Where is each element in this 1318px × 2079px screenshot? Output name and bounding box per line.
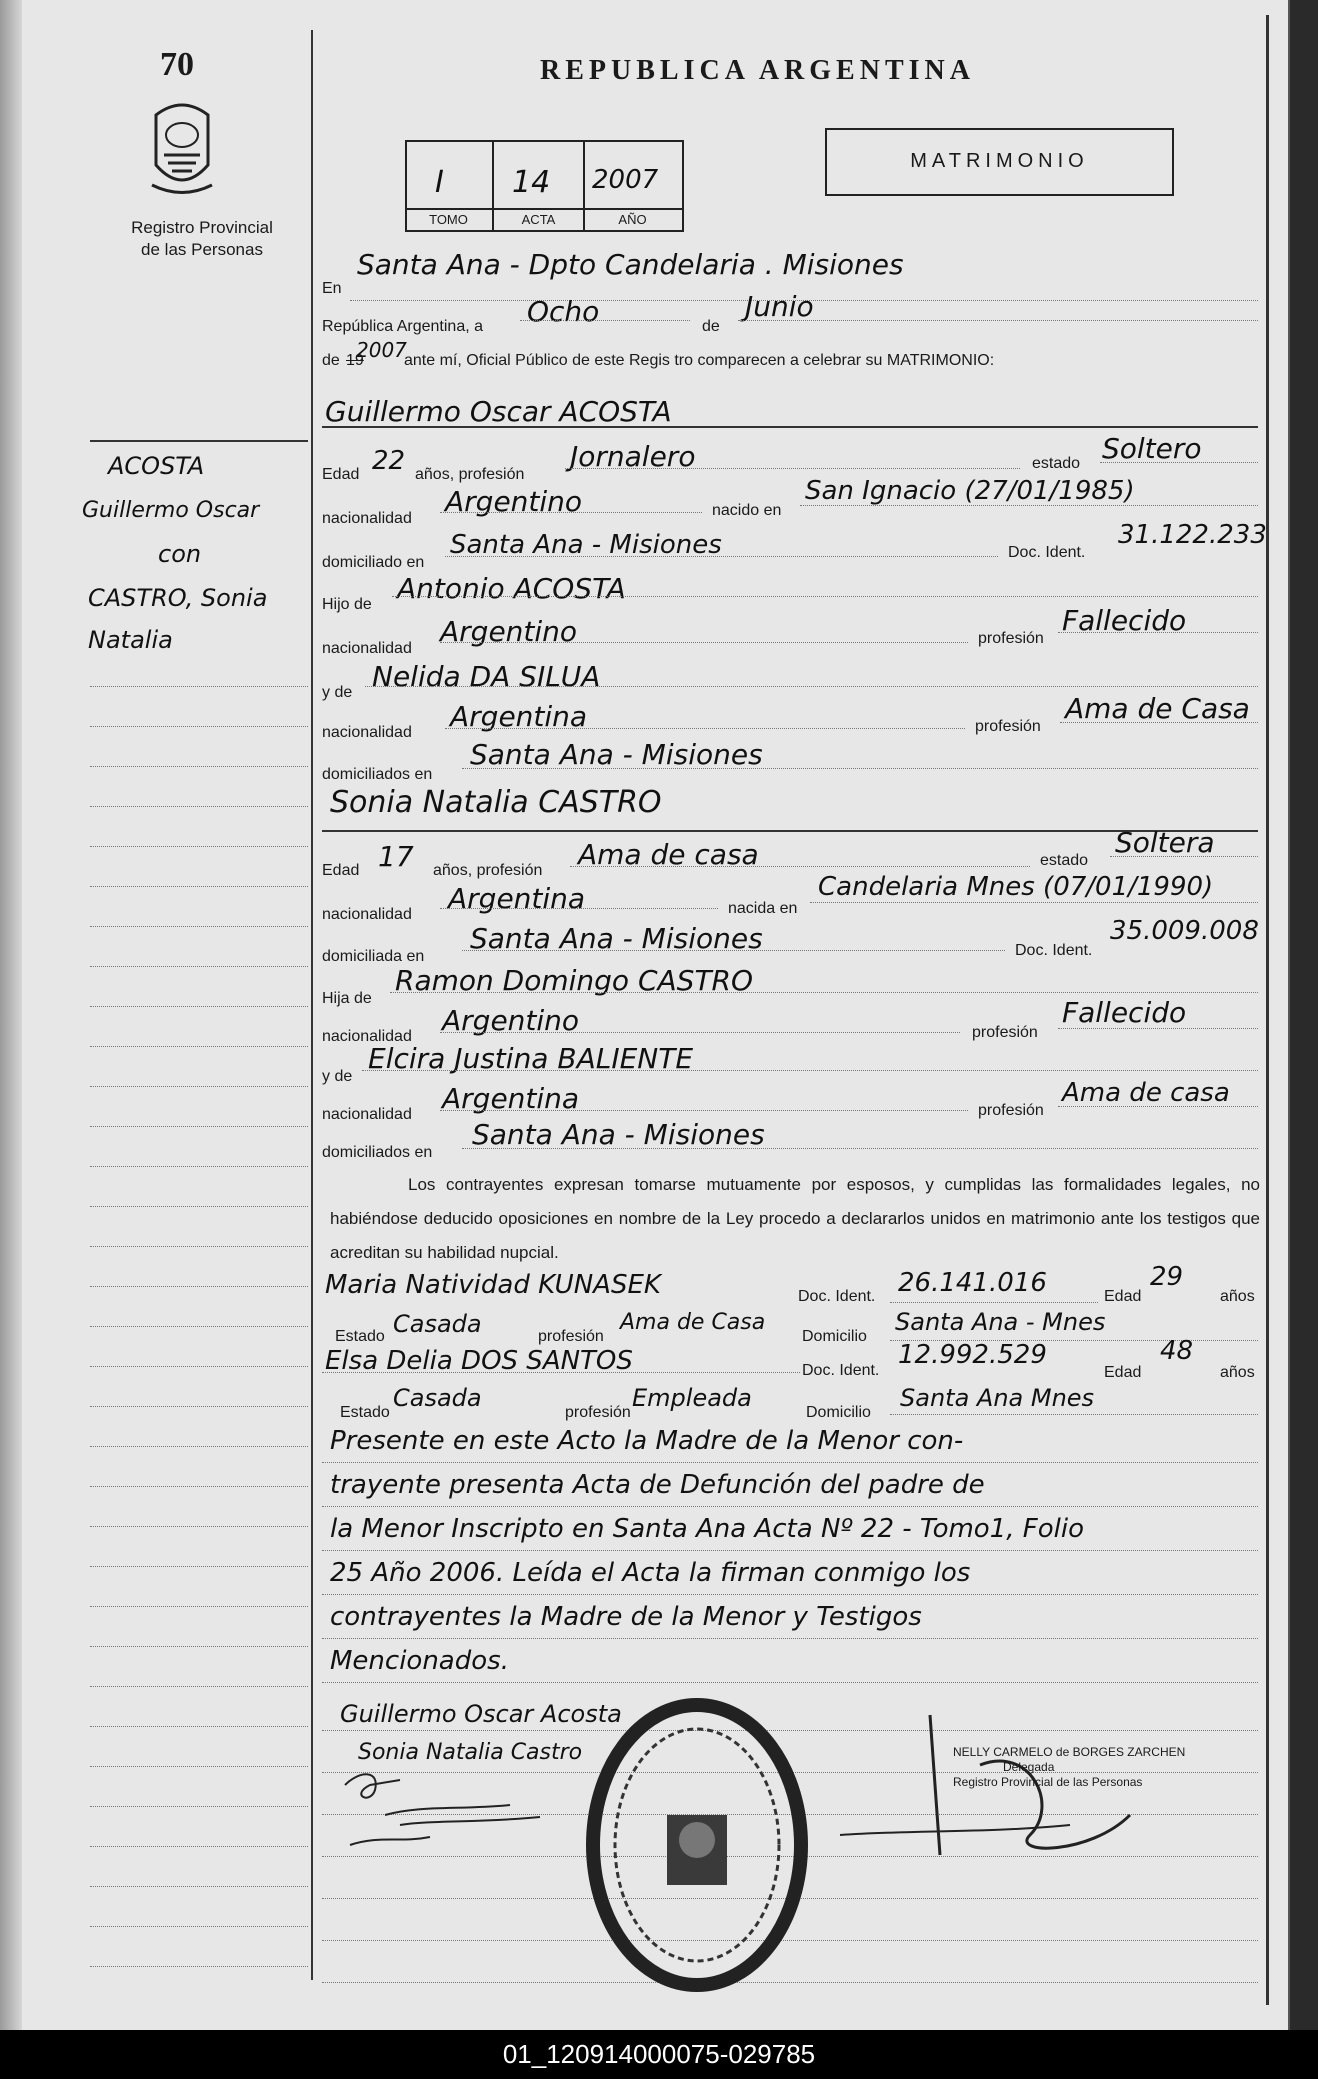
officer-stamp-line-1: NELLY CARMELO de BORGES ZARCHEN: [953, 1745, 1186, 1759]
label-doc-ident: Doc. Ident.: [802, 1362, 880, 1379]
officer-signature-icon: [830, 1705, 1170, 1875]
bride-mother-profession: Ama de casa: [1062, 1078, 1230, 1108]
witness2-doc: 12.992.529: [898, 1340, 1047, 1370]
fill-line: [322, 1506, 1258, 1507]
groom-mother-profession: Ama de Casa: [1065, 692, 1250, 725]
label-profesion: profesión: [978, 1102, 1044, 1119]
anio-value: 2007: [592, 165, 659, 195]
fill-line: [1100, 462, 1258, 463]
label-doc-ident: Doc. Ident.: [798, 1288, 876, 1305]
label-profesion: profesión: [978, 630, 1044, 647]
margin-line: [90, 1446, 308, 1447]
groom-parents-domicile: Santa Ana - Misiones: [470, 738, 763, 771]
note-line: Mencionados.: [330, 1646, 509, 1676]
margin-line: [90, 1686, 308, 1687]
margin-line: [90, 1486, 308, 1487]
witness1-age: 29: [1150, 1262, 1184, 1292]
margin-note-line-2: Guillermo Oscar: [82, 498, 260, 523]
year-value: 2007: [356, 338, 407, 362]
margin-line: [90, 1046, 308, 1047]
fill-line: [322, 426, 1258, 428]
label-anos-profesion: años, profesión: [415, 466, 525, 483]
margin-line: [90, 766, 308, 767]
witness2-name: Elsa Delia DOS SANTOS: [325, 1346, 633, 1376]
bride-birth: Candelaria Mnes (07/01/1990): [818, 872, 1214, 902]
label-edad: Edad: [1104, 1364, 1142, 1381]
groom-father-nationality: Argentino: [440, 615, 578, 648]
label-nacida-en: nacida en: [728, 900, 798, 917]
label-nacionalidad: nacionalidad: [322, 640, 412, 657]
label-edad: Edad: [322, 862, 360, 879]
page-edge: [1288, 0, 1290, 2030]
label-de: de: [702, 318, 720, 335]
witness2-status: Casada: [393, 1384, 482, 1412]
fill-line: [440, 1110, 968, 1111]
note-line: contrayentes la Madre de la Menor y Testigos: [330, 1602, 922, 1632]
margin-line: [90, 1006, 308, 1007]
label-year-printed: 19: [346, 352, 364, 369]
margin-line: [90, 1246, 308, 1247]
margin-line: [90, 1206, 308, 1207]
fill-line: [1058, 632, 1258, 633]
bride-name: Sonia Natalia CASTRO: [330, 785, 662, 820]
label-hijo-de: Hijo de: [322, 596, 372, 613]
witness1-name: Maria Natividad KUNASEK: [325, 1270, 661, 1300]
officer-stamp-line-2: Delegada: [1003, 1760, 1055, 1774]
groom-profession: Jornalero: [570, 440, 696, 473]
margin-line: [90, 1886, 308, 1887]
binding-spine: [0, 0, 22, 2030]
margin-line: [90, 1406, 308, 1407]
label-estado: estado: [1040, 852, 1089, 869]
label-profesion: profesión: [972, 1024, 1038, 1041]
witness1-status: Casada: [393, 1310, 482, 1338]
bride-doc: 35.009.008: [1110, 916, 1259, 946]
witness2-age: 48: [1160, 1336, 1194, 1366]
groom-father: Antonio ACOSTA: [397, 572, 626, 605]
signature-bride: Sonia Natalia Castro: [358, 1740, 583, 1765]
witness2-profession: Empleada: [632, 1384, 752, 1412]
country-heading: REPUBLICA ARGENTINA: [540, 55, 975, 86]
witness1-profession: Ama de Casa: [620, 1310, 766, 1335]
label-domiciliados-en: domiciliados en: [322, 766, 433, 783]
anio-label: AÑO: [618, 212, 647, 227]
label-domiciliados-en: domiciliados en: [322, 1144, 433, 1161]
acta-label: ACTA: [521, 212, 556, 227]
label-nacido-en: nacido en: [712, 502, 782, 519]
margin-line: [90, 1926, 308, 1927]
label-hija-de: Hija de: [322, 990, 372, 1007]
fill-line: [322, 1462, 1258, 1463]
groom-doc: 31.122.233: [1118, 520, 1267, 550]
witness2-domicile: Santa Ana Mnes: [900, 1384, 1095, 1412]
bride-mother: Elcira Justina BALIENTE: [368, 1042, 694, 1075]
fill-line: [440, 1032, 960, 1033]
fill-line: [322, 1550, 1258, 1551]
groom-father-profession: Fallecido: [1062, 604, 1187, 637]
bride-nationality: Argentina: [448, 882, 586, 915]
groom-nationality: Argentino: [445, 485, 583, 518]
label-republica: República Argentina, a: [322, 318, 483, 335]
witness-signatures-icon: [340, 1765, 570, 1855]
margin-line: [90, 686, 308, 687]
fill-line: [362, 1070, 1258, 1071]
fill-line: [1058, 1106, 1258, 1107]
place-value: Santa Ana - Dpto Candelaria . Misiones: [357, 248, 904, 281]
witness1-doc: 26.141.016: [898, 1268, 1047, 1298]
declaration-text: Los contrayentes expresan tomarse mutuamente por esposos, y cumplidas las formalidades legales, no habiéndose deducido oposiciones en nombre de la Ley procedo a declararlos unidos en matrimonio ante los testigos que acreditan su habilidad nupcial.: [330, 1175, 1260, 1262]
fill-line: [1058, 1028, 1258, 1029]
label-y-de: y de: [322, 684, 353, 701]
groom-name: Guillermo Oscar ACOSTA: [325, 395, 672, 428]
registry-name-1: Registro Provincial: [131, 218, 273, 237]
fill-line: [520, 320, 690, 321]
fill-line: [738, 320, 1258, 321]
fill-line: [890, 1302, 1098, 1303]
groom-domicile: Santa Ana - Misiones: [450, 530, 722, 560]
bride-parents-domicile: Santa Ana - Misiones: [472, 1118, 765, 1151]
margin-line: [90, 886, 308, 887]
fill-line: [440, 642, 968, 643]
fill-line: [800, 505, 1258, 506]
bride-father-nationality: Argentino: [442, 1004, 580, 1037]
fill-line: [445, 728, 965, 729]
margin-line: [90, 1166, 308, 1167]
fill-line: [390, 992, 1258, 993]
label-domicilio: Domicilio: [806, 1404, 871, 1421]
groom-mother: Nelida DA SILUA: [372, 660, 601, 693]
fill-line: [440, 512, 702, 513]
margin-line: [90, 1286, 308, 1287]
registry-name-2: de las Personas: [141, 240, 263, 259]
label-en: En: [322, 280, 342, 297]
margin-line: [90, 1846, 308, 1847]
fill-line: [440, 908, 718, 909]
margin-line: [90, 726, 308, 727]
label-doc-ident: Doc. Ident.: [1008, 544, 1086, 561]
right-border: [1266, 15, 1269, 2005]
label-profesion: profesión: [538, 1328, 604, 1345]
margin-divider: [311, 30, 313, 1980]
margin-line: [90, 926, 308, 927]
month-value: Junio: [745, 290, 814, 323]
margin-line: [90, 1086, 308, 1087]
groom-age: 22: [372, 446, 406, 476]
margin-line: [90, 1566, 308, 1567]
label-y-de: y de: [322, 1068, 353, 1085]
margin-line: [90, 846, 308, 847]
margin-line: [90, 966, 308, 967]
fill-line: [810, 902, 1258, 903]
fill-line: [445, 556, 998, 557]
note-line: trayente presenta Acta de Defunción del padre de: [330, 1470, 985, 1500]
margin-rule: [90, 440, 308, 442]
fill-line: [462, 768, 1258, 769]
margin-line: [90, 1766, 308, 1767]
fill-line: [392, 596, 1258, 597]
fill-line: [1110, 856, 1258, 857]
note-line: 25 Año 2006. Leída el Acta la firman conmigo los: [330, 1558, 971, 1588]
acta-value: 14: [512, 165, 551, 200]
tomo-label: TOMO: [429, 212, 468, 227]
official-seal-icon: [585, 1695, 810, 1995]
fill-line: [570, 866, 1030, 867]
label-nacionalidad: nacionalidad: [322, 1106, 412, 1123]
margin-note-line-1: ACOSTA: [108, 452, 205, 480]
margin-line: [90, 806, 308, 807]
margin-note-line-5: Natalia: [88, 626, 173, 654]
groom-birth: San Ignacio (27/01/1985): [805, 476, 1135, 506]
margin-line: [90, 1606, 308, 1607]
margin-line: [90, 1526, 308, 1527]
bride-domicile: Santa Ana - Misiones: [470, 922, 763, 955]
margin-note-line-3: con: [158, 540, 202, 568]
label-doc-ident: Doc. Ident.: [1015, 942, 1093, 959]
margin-line: [90, 1966, 308, 1967]
fill-line: [1060, 722, 1258, 723]
label-edad: Edad: [322, 466, 360, 483]
fill-line: [462, 1148, 1258, 1149]
label-estado: estado: [1032, 455, 1081, 472]
label-nacionalidad: nacionalidad: [322, 724, 412, 741]
label-nacionalidad: nacionalidad: [322, 906, 412, 923]
fill-line: [890, 1414, 1258, 1415]
image-id-footer: 01_120914000075-029785: [0, 2030, 1318, 2079]
margin-line: [90, 1366, 308, 1367]
margin-line: [90, 1726, 308, 1727]
coat-of-arms-icon: [146, 95, 218, 205]
label-profesion: profesión: [975, 718, 1041, 735]
label-de-prefix: de: [322, 352, 340, 369]
page-number: 70: [160, 46, 194, 83]
fill-line: [565, 468, 1020, 469]
margin-note-line-4: CASTRO, Sonia: [88, 584, 268, 612]
label-ante-mi: ante mí, Oficial Público de este Regis tro comparecen a celebrar su MATRIMONIO:: [404, 352, 995, 369]
label-estado: Estado: [340, 1404, 390, 1421]
bride-father-profession: Fallecido: [1062, 996, 1187, 1029]
box-divider: [405, 208, 682, 210]
fill-line: [365, 686, 1258, 687]
label-edad: Edad: [1104, 1288, 1142, 1305]
groom-status: Soltero: [1102, 432, 1202, 465]
margin-line: [90, 1646, 308, 1647]
fill-line: [322, 1372, 800, 1373]
note-line: Presente en este Acto la Madre de la Menor con-: [330, 1426, 964, 1456]
bride-profession: Ama de casa: [578, 838, 759, 871]
label-anos: años: [1220, 1288, 1255, 1305]
margin-line: [90, 1806, 308, 1807]
label-domiciliado-en: domiciliado en: [322, 554, 425, 571]
label-domiciliada-en: domiciliada en: [322, 948, 425, 965]
day-value: Ocho: [527, 295, 600, 328]
fill-line: [322, 1594, 1258, 1595]
label-nacionalidad: nacionalidad: [322, 1028, 412, 1045]
margin-line: [90, 1126, 308, 1127]
margin-line: [90, 1326, 308, 1327]
witness1-domicile: Santa Ana - Mnes: [895, 1308, 1106, 1336]
groom-mother-nationality: Argentina: [450, 700, 588, 733]
bride-mother-nationality: Argentina: [442, 1082, 580, 1115]
label-profesion: profesión: [565, 1404, 631, 1421]
bride-father: Ramon Domingo CASTRO: [395, 964, 754, 997]
fill-line: [322, 1638, 1258, 1639]
label-anos: años: [1220, 1364, 1255, 1381]
fill-line: [322, 1682, 1258, 1683]
tomo-value: I: [435, 165, 444, 200]
officer-stamp: [953, 1745, 1185, 1790]
record-type: MATRIMONIO: [910, 150, 1089, 172]
bride-status: Soltera: [1115, 826, 1215, 859]
signature-groom: Guillermo Oscar Acosta: [340, 1700, 622, 1728]
bride-age: 17: [378, 840, 414, 873]
officer-stamp-line-3: Registro Provincial de las Personas: [953, 1775, 1143, 1789]
note-line: la Menor Inscripto en Santa Ana Acta Nº 22 - Tomo1, Folio: [330, 1514, 1084, 1544]
label-estado: Estado: [335, 1328, 385, 1345]
label-anos-profesion: años, profesión: [433, 862, 543, 879]
label-domicilio: Domicilio: [802, 1328, 867, 1345]
label-nacionalidad: nacionalidad: [322, 510, 412, 527]
fill-line: [462, 950, 1005, 951]
